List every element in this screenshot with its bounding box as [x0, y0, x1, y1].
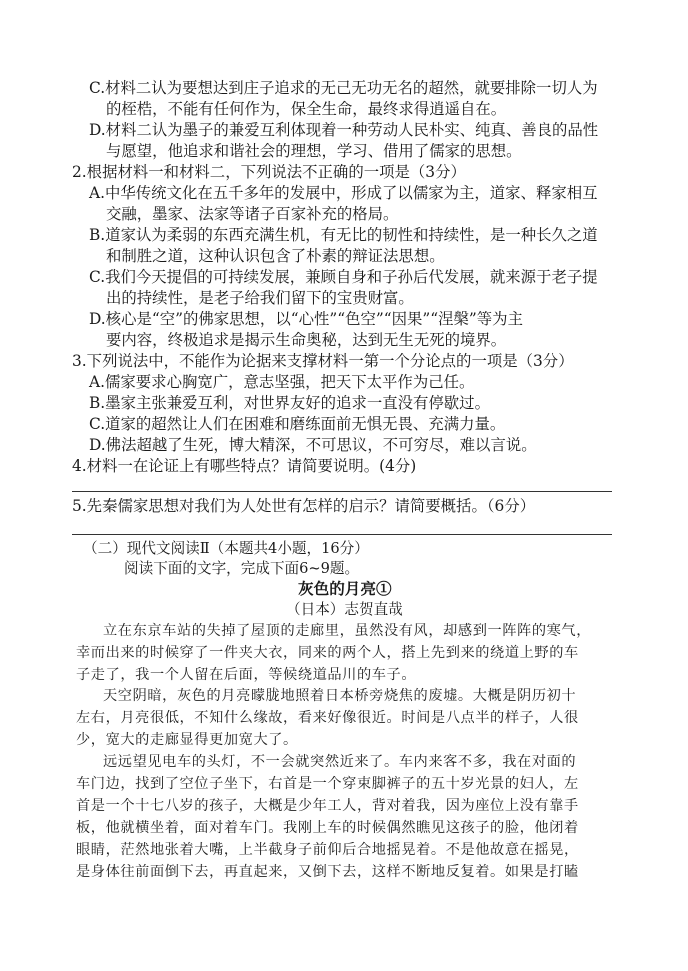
q3-option-b: B.墨家主张兼爱互利，对世界友好的追求一直没有停歇过。 [89, 394, 490, 412]
story-p1-line1: 立在东京车站的失掉了屋顶的走廊里，虽然没有风，却感到一阵阵的寒气， [103, 623, 591, 639]
story-p3-line5: 眼睛，茫然地张着大嘴，上半截身子前仰后合地摇晃着。不是他故意在摇晃， [76, 842, 579, 858]
q3-option-a: A.儒家要求心胸宽广，意志坚强，把天下太平作为己任。 [89, 373, 475, 391]
q1-option-c-line1: C.材料二认为要想达到庄子追求的无己无功无名的超然，就要排除一切人为 [89, 79, 598, 97]
story-p3-line3: 首是一个十七八岁的孩子，大概是少年工人，背对着我，因为座位上没有靠手 [76, 798, 579, 814]
q5-answer-line[interactable] [72, 534, 612, 535]
section-instruction: 阅读下面的文字，完成下面6~9题。 [124, 560, 360, 577]
q2-option-a-line1: A.中华传统文化在五千多年的发展中，形成了以儒家为主，道家、释家相互 [89, 184, 598, 202]
story-p3-line2: 车门边，找到了空位子坐下，右首是一个穿束脚裤子的五十岁光景的妇人，左 [76, 776, 579, 792]
q1-option-d-line2: 与愿望，他追求和谐社会的理想，学习、借用了儒家的思想。 [106, 142, 522, 160]
q2-option-b-line1: B.道家认为柔弱的东西充满生机，有无比的韧性和持续性，是一种长久之道 [89, 226, 598, 244]
story-p2-line2: 左右，月亮很低，不知什么缘故，看来好像很近。时间是八点半的样子，人很 [76, 710, 579, 726]
q2-option-c-line1: C.我们今天提倡的可持续发展，兼顾自身和子孙后代发展，就来源于老子提 [89, 268, 598, 286]
q1-option-d-line1: D.材料二认为墨子的兼爱互利体现着一种劳动人民朴实、纯真、善良的品性 [89, 121, 599, 139]
q2-stem: 2.根据材料一和材料二，下列说法不正确的一项是（3分） [72, 163, 466, 181]
q2-option-d-line2: 要内容，终极追求是揭示生命奥秘，达到无生无死的境界。 [106, 331, 507, 349]
q3-option-c: C.道家的超然让人们在困难和磨练面前无惧无畏、充满力量。 [89, 415, 506, 433]
q2-option-c-line2: 出的持续性，是老子给我们留下的宝贵财富。 [106, 289, 414, 307]
story-author: （日本）志贺直哉 [286, 601, 403, 618]
q4-stem: 4.材料一在论证上有哪些特点？请简要说明。(4分) [72, 457, 417, 475]
story-title: 灰色的月亮① [298, 579, 392, 598]
q5-stem: 5.先秦儒家思想对我们为人处世有怎样的启示？请简要概括。（6分） [72, 497, 536, 515]
q3-option-d: D.佛法超越了生死，博大精深，不可思议，不可穷尽，难以言说。 [89, 436, 537, 454]
story-p1-line3: 子走了，我一个人留在后面，等候绕道品川的车子。 [76, 667, 417, 683]
story-p2-line3: 少，宽大的走廊显得更加宽大了。 [76, 732, 298, 748]
q2-option-a-line2: 交融，墨家、法家等诸子百家补充的格局。 [106, 205, 399, 223]
q4-answer-line[interactable] [72, 491, 612, 492]
story-p3-line4: 板，他就横坐着，面对着车门。我刚上车的时候偶然瞧见这孩子的脸，他闭着 [76, 820, 579, 836]
story-p3-line6: 是身体往前面倒下去，再直起来，又倒下去，这样不断地反复着。如果是打瞌 [76, 864, 579, 880]
section-heading: （二）现代文阅读Ⅱ（本题共4小题，16分） [83, 540, 369, 557]
story-p2-line1: 天空阴暗，灰色的月亮曚胧地照着日本桥旁烧焦的废墟。大概是阴历初十 [103, 688, 577, 704]
q2-option-b-line2: 和制胜之道，这种认识包含了朴素的辩证法思想。 [106, 247, 445, 265]
q1-option-c-line2: 的桎梏，不能有任何作为，保全生命，最终求得逍遥自在。 [106, 100, 507, 118]
q2-option-d-line1: D.核心是“空”的佛家思想，以“心性”“色空”“因果”“涅槃”等为主 [89, 310, 523, 328]
q3-stem: 3.下列说法中，不能作为论据来支撑材料一第一个分论点的一项是（3分） [72, 352, 574, 370]
story-p3-line1: 远远望见电车的头灯，不一会就突然近来了。车内来客不多，我在对面的 [103, 754, 577, 770]
story-p1-line2: 幸而出来的时候穿了一件夹大衣，同来的两个人，搭上先到来的绕道上野的车 [76, 645, 579, 661]
